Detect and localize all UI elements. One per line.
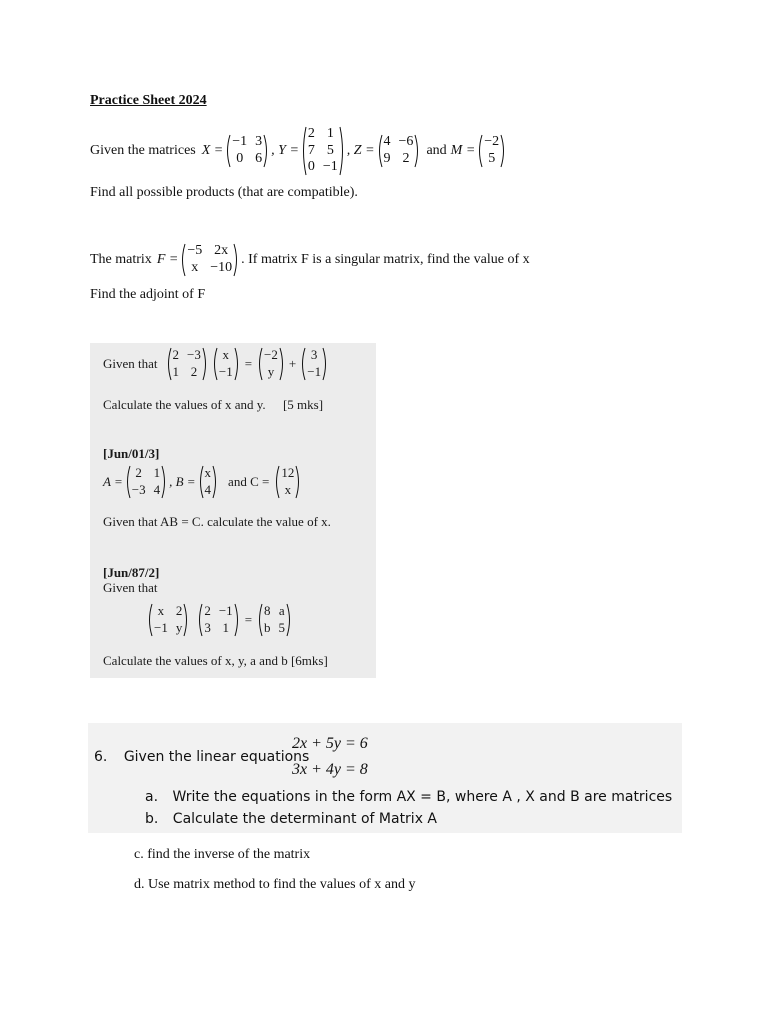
matrix-entry: −1 xyxy=(232,134,248,149)
scan-calc2: Calculate the values of x, y, a and b [6mks] xyxy=(103,653,328,668)
matrix-entry: a xyxy=(278,603,285,618)
matrix-f xyxy=(180,243,239,277)
matrix-entry: −3 xyxy=(131,482,146,497)
question-6-image xyxy=(88,723,682,833)
x-label: X = xyxy=(201,143,224,158)
matrix-entry: 2 xyxy=(402,151,410,166)
matrix-entry: 6 xyxy=(255,151,263,166)
scan-given-that: Given that xyxy=(103,356,158,371)
right-paren xyxy=(234,347,240,381)
z-label: , Z = xyxy=(346,143,375,158)
q2-lead: The matrix xyxy=(90,252,152,267)
matrix-entry: 2x xyxy=(214,243,229,258)
scan-eq-line xyxy=(103,347,330,381)
scan-ref1: [Jun/01/3] xyxy=(103,446,160,461)
matrix-entry: −6 xyxy=(398,134,414,149)
matrix-cells xyxy=(280,465,295,499)
matrix-cells xyxy=(231,134,263,168)
matrix-entry: 1 xyxy=(326,126,334,141)
matrix-cells xyxy=(186,243,233,277)
matrix-cells xyxy=(263,347,279,381)
q6-lead: Given the linear equations xyxy=(123,749,310,765)
q6-part-a xyxy=(145,789,672,805)
matrix-entry: 9 xyxy=(383,151,391,166)
q6-number: 6. xyxy=(94,749,108,765)
q1-lead: Given the matrices xyxy=(90,143,196,158)
matrix-entry: 5 xyxy=(278,620,286,635)
matrix-entry: 2 xyxy=(175,603,183,618)
matrix-entry: 1 xyxy=(172,364,180,379)
matrix-entry: b xyxy=(264,620,271,635)
matrix-entry: 5 xyxy=(488,151,496,166)
matrix-entry: 5 xyxy=(326,142,334,158)
scan-abc-line xyxy=(103,465,303,499)
scan-product-line xyxy=(145,603,294,637)
scan-vector-2 xyxy=(257,347,285,381)
matrix-cells xyxy=(172,347,202,381)
matrix-cells xyxy=(203,603,233,637)
scan-calc1-text: Calculate the values of x and y. xyxy=(103,397,266,412)
q2-adjoint: Find the adjoint of F xyxy=(90,287,206,302)
matrix-entry: −1 xyxy=(307,364,322,379)
right-paren xyxy=(233,243,239,277)
scan-b-label: , B = xyxy=(169,474,196,489)
right-paren xyxy=(263,134,269,168)
matrix-entry: 0 xyxy=(307,159,315,175)
matrix-entry: −5 xyxy=(187,243,203,258)
matrix-entry: x xyxy=(204,465,212,480)
matrix-entry: 8 xyxy=(264,603,271,618)
matrix-entry: x xyxy=(284,482,292,497)
scan-given-that2: Given that xyxy=(103,580,158,595)
matrix-entry: −2 xyxy=(484,134,500,149)
matrix-entry: 4 xyxy=(204,482,212,497)
right-paren xyxy=(295,465,301,499)
matrix-cells xyxy=(131,465,161,499)
scan-plus: + xyxy=(288,356,297,371)
q6-part-d: d. Use matrix method to find the values of x and y xyxy=(134,877,416,892)
matrix-cells xyxy=(383,134,415,168)
matrix-cells xyxy=(263,603,286,637)
matrix-entry: 7 xyxy=(307,142,315,158)
q6-lead-line xyxy=(94,749,309,765)
matrix-entry: −1 xyxy=(218,603,233,618)
matrix-entry: y xyxy=(267,364,275,379)
right-paren xyxy=(286,603,292,637)
right-paren xyxy=(212,465,218,499)
matrix-cells xyxy=(483,134,500,168)
matrix-entry: 3 xyxy=(310,347,318,362)
matrix-entry: −1 xyxy=(218,364,233,379)
matrix-z xyxy=(377,134,421,168)
matrix-entry: 2 xyxy=(190,364,198,379)
question-matrices-line xyxy=(90,126,508,176)
matrix-entry: 3 xyxy=(204,620,211,635)
matrix-entry: 2 xyxy=(204,603,211,618)
scan-a-label: A = xyxy=(103,474,123,489)
matrix-entry: 2 xyxy=(135,465,142,480)
scan-marks1: [5 mks] xyxy=(282,397,324,412)
scan-equals-2: = xyxy=(244,612,253,627)
scan-matrix-2 xyxy=(147,603,189,637)
matrix-y xyxy=(301,126,345,176)
matrix-entry: 1 xyxy=(222,620,230,635)
matrix-entry: 1 xyxy=(153,465,161,480)
scan-calc1 xyxy=(103,397,323,413)
matrix-entry: 0 xyxy=(236,151,244,166)
scan-c-label: and C = xyxy=(228,474,270,489)
q6-b-text: Calculate the determinant of Matrix A xyxy=(172,811,438,827)
matrix-entry: −2 xyxy=(264,347,278,362)
scan-vector-3 xyxy=(300,347,328,381)
scan-given-ab: Given that AB = C. calculate the value of x. xyxy=(103,514,331,529)
q2-tail: . If matrix F is a singular matrix, find the value of x xyxy=(241,252,530,267)
matrix-m xyxy=(477,134,506,168)
y-label: , Y = xyxy=(271,143,299,158)
q6-eq2: 3x + 4y = 8 xyxy=(292,761,368,778)
matrix-entry: x xyxy=(157,603,165,618)
scan-matrix-1 xyxy=(166,347,208,381)
and-label: and xyxy=(426,143,447,158)
matrix-cells xyxy=(218,347,234,381)
right-paren xyxy=(161,465,167,499)
matrix-cells xyxy=(307,126,339,176)
q1-instruction: Find all possible products (that are compatible). xyxy=(90,185,358,200)
q6-part-c: c. find the inverse of the matrix xyxy=(134,847,311,862)
q6-eq1: 2x + 5y = 6 xyxy=(292,735,368,752)
matrix-entry: 3 xyxy=(255,134,263,149)
q6-b-label: b. xyxy=(145,811,159,827)
right-paren xyxy=(322,347,328,381)
right-paren xyxy=(500,134,506,168)
matrix-entry: y xyxy=(175,620,183,635)
matrix-entry: −1 xyxy=(154,620,168,635)
matrix-cells xyxy=(204,465,213,499)
matrix-cells xyxy=(306,347,322,381)
matrix-entry: 12 xyxy=(281,465,295,480)
scan-equals: = xyxy=(244,356,253,371)
matrix-entry: x xyxy=(191,260,199,275)
scan-matrix-a xyxy=(125,465,167,499)
scanned-questions-image xyxy=(90,343,376,678)
f-label: F = xyxy=(156,252,179,267)
right-paren xyxy=(339,126,345,176)
scan-matrix-b xyxy=(198,465,219,499)
q6-part-b xyxy=(145,811,437,827)
matrix-entry: −10 xyxy=(210,260,233,275)
right-paren xyxy=(234,603,240,637)
matrix-cells xyxy=(153,603,183,637)
matrix-entry: x xyxy=(222,347,230,362)
matrix-x xyxy=(225,134,269,168)
matrix-entry: 4 xyxy=(383,134,391,149)
matrix-entry: 4 xyxy=(153,482,161,497)
page-title: Practice Sheet 2024 xyxy=(90,93,207,108)
matrix-entry: 2 xyxy=(307,126,315,141)
right-paren xyxy=(183,603,189,637)
scan-matrix-3 xyxy=(197,603,239,637)
matrix-entry: −1 xyxy=(322,159,338,175)
m-label: M = xyxy=(450,143,476,158)
q6-a-label: a. xyxy=(145,789,159,805)
matrix-entry: 2 xyxy=(172,347,180,362)
scan-vector-1 xyxy=(212,347,240,381)
scan-matrix-4 xyxy=(257,603,292,637)
question-singular-line xyxy=(90,243,530,277)
right-paren xyxy=(279,347,285,381)
right-paren xyxy=(414,134,420,168)
right-paren xyxy=(202,347,208,381)
scan-ref2: [Jun/87/2] xyxy=(103,565,160,580)
scan-matrix-c xyxy=(274,465,301,499)
matrix-entry: −3 xyxy=(187,347,201,362)
q6-a-text: Write the equations in the form AX = B, where A , X and B are matrices xyxy=(172,789,673,805)
